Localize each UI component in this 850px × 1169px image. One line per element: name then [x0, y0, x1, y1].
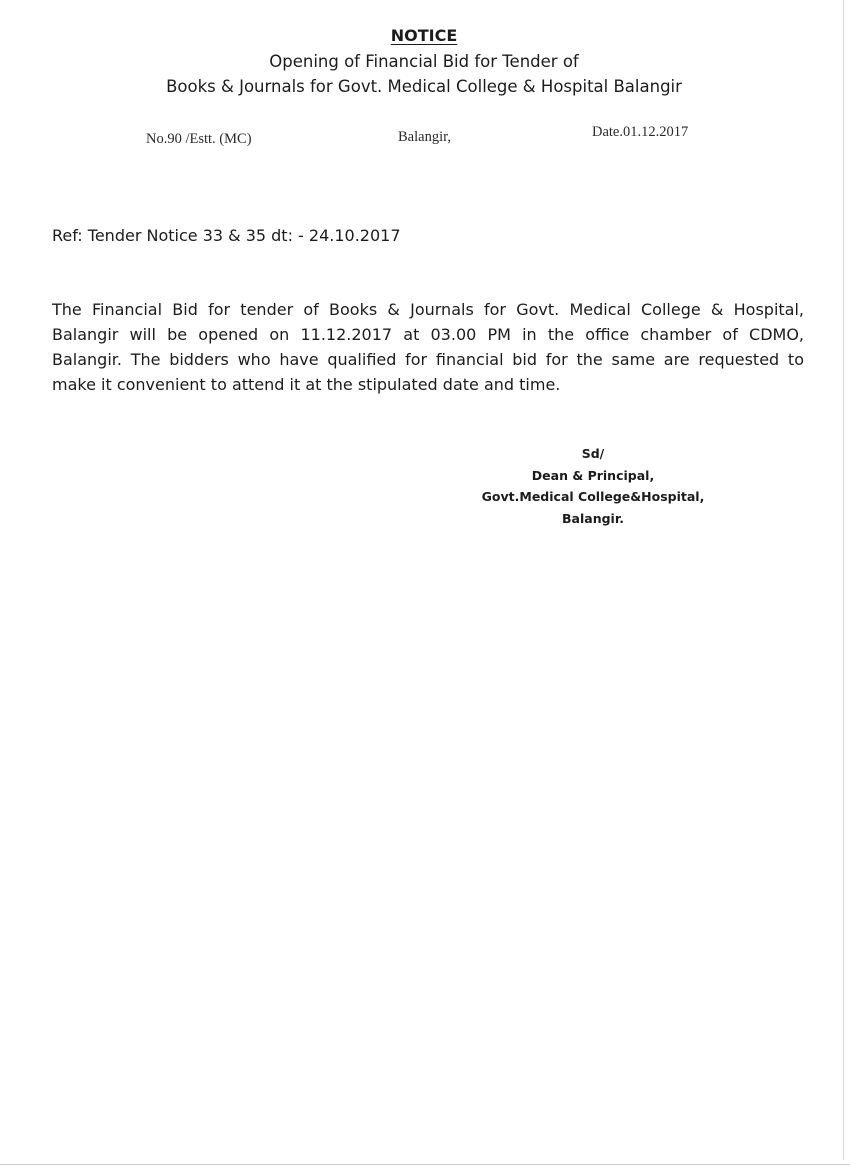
signature-role: Dean & Principal, [531, 468, 655, 483]
notice-place: Balangir, [398, 129, 451, 145]
notice-number: No.90 /Estt. (MC) [146, 131, 252, 147]
body-line-2: Balangir will be opened on 11.12.2017 at 03.00 PM in the office chamber of CDMO, [52, 325, 804, 344]
scan-edge-right [843, 0, 844, 1160]
notice-date: Date.01.12.2017 [592, 124, 689, 140]
notice-title: NOTICE [390, 26, 458, 45]
notice-subtitle-line2: Books & Journals for Govt. Medical College & Hospital Balangir [166, 77, 682, 96]
scan-edge-bottom [0, 1164, 850, 1165]
signature-sd: Sd/ [581, 446, 605, 461]
notice-body [52, 297, 804, 397]
signature-place: Balangir. [562, 511, 624, 526]
body-line-4: make it convenient to attend it at the stipulated date and time. [52, 375, 561, 394]
signature-institution: Govt.Medical College&Hospital, [481, 489, 705, 504]
body-line-1: The Financial Bid for tender of Books & Journals for Govt. Medical College & Hospital, [52, 300, 804, 319]
body-line-3: Balangir. The bidders who have qualified for financial bid for the same are requested to [52, 350, 804, 369]
notice-subtitle-line1: Opening of Financial Bid for Tender of [269, 52, 579, 71]
reference-line: Ref: Tender Notice 33 & 35 dt: - 24.10.2017 [52, 226, 401, 245]
